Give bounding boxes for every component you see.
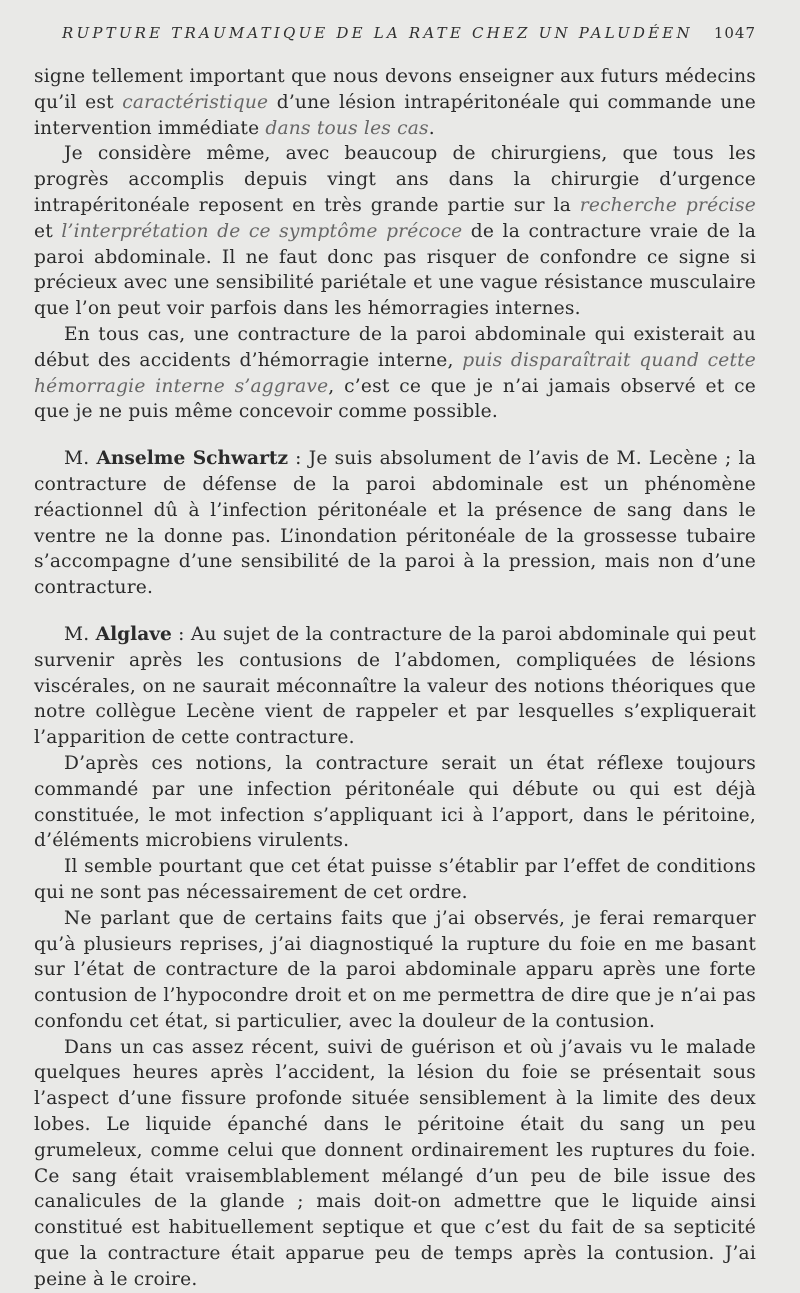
- paragraph-1: [34, 64, 756, 141]
- speaker-name: Anselme Schwartz: [96, 448, 289, 470]
- paragraph-2: [34, 141, 756, 322]
- speaker-name: Alglave: [95, 623, 172, 645]
- paragraph-7: Il semble pourtant que cet état puisse s’établir par l’effet de conditions qui ne sont pas nécessairement de cet ordre.: [34, 856, 756, 903]
- body-text: [34, 64, 756, 1293]
- italic-text: recherche précise: [579, 194, 757, 216]
- italic-text: dans tous les cas: [265, 117, 429, 139]
- italic-text: l’interprétation de ce symptôme précoce: [61, 220, 463, 242]
- text-run: et: [34, 220, 62, 242]
- speaker-prefix: M.: [64, 623, 96, 645]
- text-run: signe tellement important que nous devons enseigner aux futurs médecins qu’il est: [34, 66, 756, 113]
- text-run: de la contracture vraie de la paroi abdominale. Il ne faut donc pas risquer de confondre ce signe si précieux avec une sensibilité pariétale et une vague résistance musculaire que l’on peut voir parfois dans les hémorragies internes.: [34, 220, 756, 320]
- paragraph-alglave: [34, 622, 756, 751]
- page-number: 1047: [713, 24, 756, 42]
- text-run: , c’est ce que je n’ai jamais observé et ce que je ne puis même concevoir comme possible.: [34, 375, 756, 423]
- italic-text: puis disparaîtrait quand cette hémorragie interne s’aggrave: [34, 349, 757, 397]
- speaker-prefix: M.: [64, 448, 97, 470]
- paragraph-schwartz: [34, 446, 756, 601]
- paragraph-8: Ne parlant que de certains faits que j’ai observés, je ferai remarquer qu’à plusieurs reprises, j’ai diagnostiqué la rupture du foie en me basant sur l’état de contracture de la paroi abdominale apparu après une forte contusion de l’hypocondre droit et on me permettra de dire que je n’ai pas confondu cet état, si particulier, avec la douleur de la contusion.: [34, 907, 756, 1032]
- text-run: Je considère même, avec beaucoup de chirurgiens, que tous les progrès accomplis depuis vingt ans dans la chirurgie d’urgence intrapéritonéale reposent en très grande partie sur la: [34, 143, 756, 216]
- text-run: : Au sujet de la contracture de la paroi abdominale qui peut survenir après les contusions de l’abdomen, compliquées de lésions viscérales, on ne saurait méconnaître la valeur des notions théoriques que notre collègue Lecène vient de rappeler et par lesquelles s’expliquerait l’apparition de cette contracture.: [34, 623, 756, 749]
- text-run: d’une lésion intrapéritonéale qui commande une intervention immédiate: [34, 91, 756, 139]
- italic-text: caractéristique: [122, 91, 269, 113]
- running-header: [62, 24, 756, 42]
- text-run: En tous cas, une contracture de la paroi abdominale qui existerait au début des accidents d’hémorragie interne,: [34, 323, 756, 371]
- running-title: RUPTURE TRAUMATIQUE DE LA RATE CHEZ UN PALUDÉEN: [62, 24, 693, 42]
- paragraph-3: [34, 322, 756, 425]
- paragraph-9: Dans un cas assez récent, suivi de guérison et où j’avais vu le malade quelques heures après l’accident, la lésion du foie se présentait sous l’aspect d’une fissure profonde située sensiblement à la limite des deux lobes. Le liquide épanché dans le péritoine était du sang un peu grumeleux, comme celui que donnent ordinairement les ruptures du foie. Ce sang était vraisemblablement mélangé d’un peu de bile issue des canalicules de la glande ; mais doit-on admettre que le liquide ainsi constitué est habituellement septique et que c’est du fait de sa septicité que la contracture était apparue peu de temps après la contusion. J’ai peine à le croire.: [34, 1036, 756, 1290]
- paragraph-6: D’après ces notions, la contracture serait un état réflexe toujours commandé par une infection péritonéale qui débute ou qui est déjà constituée, le mot infection s’appliquant ici à l’apport, dans le péritoine, d’éléments microbiens virulents.: [34, 752, 756, 852]
- text-run: .: [428, 117, 435, 139]
- text-run: : Je suis absolument de l’avis de M. Lecène ; la contracture de défense de la paroi abdominale est un phénomène réactionnel dû à l’infection péritonéale et la présence de sang dans le ventre ne la donne pas. L’inondation péritonéale de la grossesse tubaire s’accompagne d’une sensibilité de la paroi à la pression, mais non d’une contracture.: [34, 448, 756, 599]
